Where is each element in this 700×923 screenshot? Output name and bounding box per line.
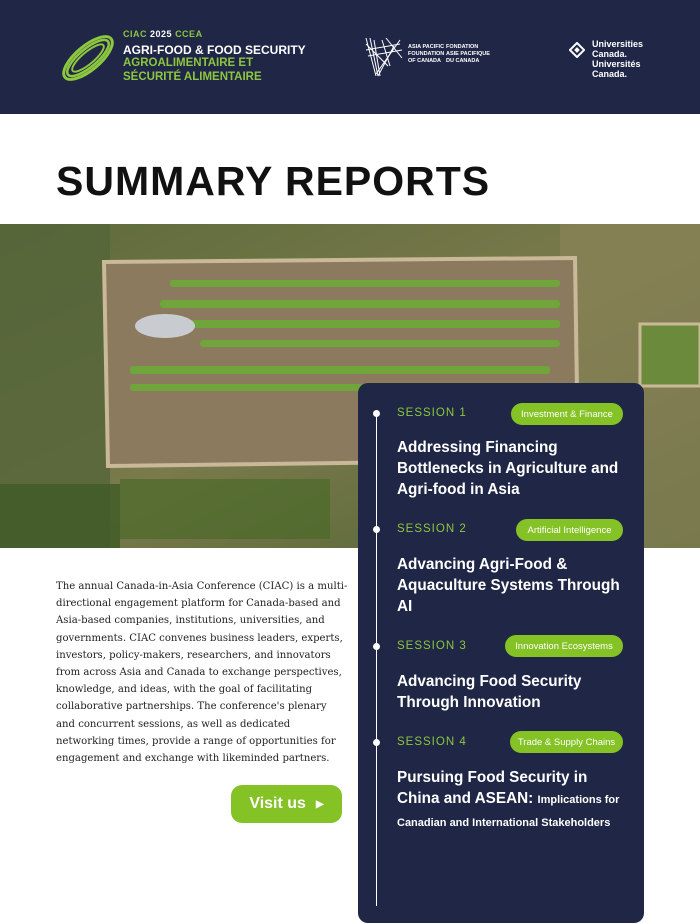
session-4-title: Pursuing Food Security in China and ASEAN: Implications for Canadian and International Stakeholders [397, 769, 620, 829]
session-4-tag: Trade & Supply Chains [510, 731, 623, 753]
conference-title-fr-line1: AGROALIMENTAIRE ET [123, 57, 254, 69]
page-title: SUMMARY REPORTS [56, 158, 491, 204]
session-1-label: SESSION 1 [397, 407, 467, 419]
apf-name-fr: FONDATION ASIE PACIFIQUE DU CANADA [446, 44, 490, 64]
session-3-tag: Innovation Ecosystems [505, 635, 623, 657]
timeline-line [376, 412, 377, 906]
conference-title-en: AGRI-FOOD & FOOD SECURITY [123, 43, 306, 57]
session-4-subtitle: Implications for Canadian and International Stakeholders [397, 794, 620, 829]
timeline-dot [373, 643, 380, 650]
visit-us-label: Visit us [249, 795, 306, 812]
session-3-title: Advancing Food Security Through Innovation [397, 673, 582, 711]
session-2-title: Advancing Agri-Food & Aquaculture Systems Through AI [397, 556, 620, 615]
session-1-title: Addressing Financing Bottlenecks in Agriculture and Agri-food in Asia [397, 439, 619, 498]
ciac-2025-label: CIAC 2025 CCEA [123, 29, 203, 39]
visit-us-button[interactable] [231, 785, 342, 823]
header-banner [0, 0, 700, 114]
universities-canada-diamond-icon [569, 42, 585, 58]
session-1-tag: Investment & Finance [511, 403, 623, 425]
session-2-tag: Artificial Intelligence [516, 519, 623, 541]
timeline-dot [373, 739, 380, 746]
timeline-dot [373, 526, 380, 533]
conference-title-fr-line2: SÉCURITÉ ALIMENTAIRE [123, 71, 262, 83]
apf-logo-icon [364, 36, 404, 78]
apf-name-en: ASIA PACIFIC FOUNDATION OF CANADA [408, 44, 445, 64]
timeline-dot [373, 410, 380, 417]
play-arrow-icon: ▶ [315, 798, 324, 810]
ciac-rings-logo [56, 26, 120, 90]
session-4-label: SESSION 4 [397, 736, 467, 748]
session-2-label: SESSION 2 [397, 523, 467, 535]
session-3-label: SESSION 3 [397, 640, 467, 652]
universities-canada-logo-text: Universities Canada. Universités Canada. [592, 39, 644, 79]
intro-paragraph: The annual Canada-in-Asia Conference (CIAC) is a multi-directional engagement platform for Canada-based and Asia-based companies, institutions, universities, and governments. CIAC convenes business leaders, experts, investors, policy-makers, researchers, and innovators from across Asia and Canada to exchange perspectives, knowledge, and ideas, with the goal of facilitating collaborative partnerships. The conference's plenary and concurrent sessions, as well as dedicated networking times, provide a range of opportunities for engagement and exchange with likeminded partners. [56, 581, 348, 765]
